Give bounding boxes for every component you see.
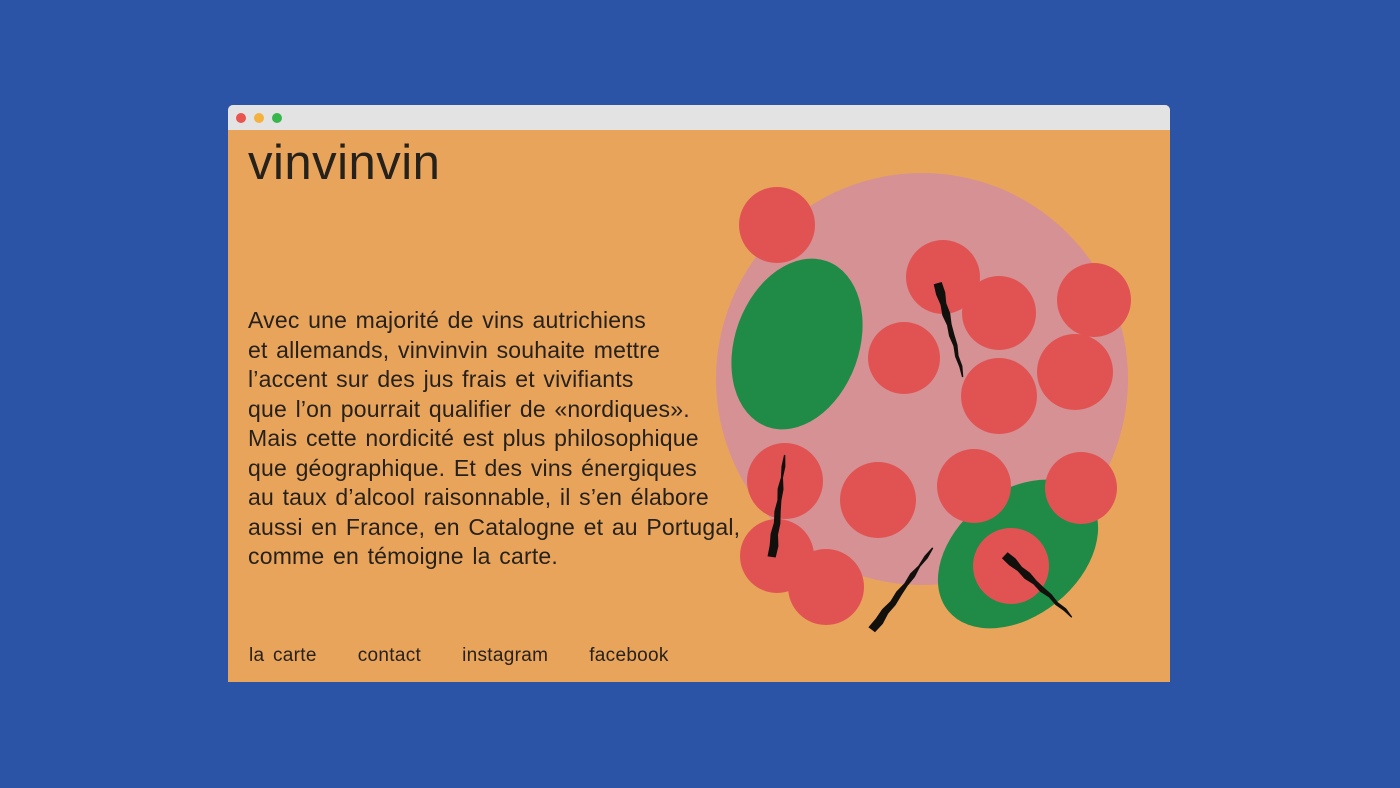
- red-berry: [961, 358, 1037, 434]
- close-button[interactable]: [236, 113, 246, 123]
- browser-window: [228, 105, 1170, 682]
- red-berry: [840, 462, 916, 538]
- red-berry: [739, 187, 815, 263]
- paragraph-line: et allemands, vinvinvin souhaite mettre: [248, 336, 661, 363]
- window-titlebar: [228, 105, 1170, 130]
- paragraph-line: que géographique. Et des vins énergiques: [248, 454, 697, 481]
- nav-link-contact[interactable]: contact: [357, 645, 422, 666]
- red-berry: [1057, 263, 1131, 337]
- nav-link-facebook[interactable]: facebook: [589, 645, 669, 666]
- nav-link-instagram[interactable]: instagram: [462, 645, 549, 666]
- red-berry: [962, 276, 1036, 350]
- red-berry: [937, 449, 1011, 523]
- zoom-button[interactable]: [272, 113, 282, 123]
- red-berry: [747, 443, 823, 519]
- paragraph-line: au taux d’alcool raisonnable, il s’en élabore: [248, 484, 709, 510]
- intro-paragraph: [248, 306, 740, 572]
- minimize-button[interactable]: [254, 113, 264, 123]
- footer-nav: [249, 644, 669, 667]
- paragraph-line: Avec une majorité de vins autrichiens: [248, 307, 646, 333]
- paragraph-line: Mais cette nordicité est plus philosophique: [248, 425, 699, 451]
- paragraph-line: l’accent sur des jus frais et vivifiants: [248, 366, 634, 392]
- red-berry: [1037, 334, 1113, 410]
- page-content: [228, 130, 1170, 682]
- site-logo[interactable]: vinvinvin: [248, 136, 441, 190]
- paragraph-line: aussi en France, en Catalogne et au Portugal,: [248, 513, 741, 540]
- red-berry: [868, 322, 940, 394]
- red-berry: [788, 549, 864, 625]
- red-berry: [1045, 452, 1117, 524]
- nav-link-la-carte[interactable]: la carte: [249, 645, 317, 666]
- paragraph-line: que l’on pourrait qualifier de «nordiques».: [248, 395, 690, 422]
- paragraph-line: comme en témoigne la carte.: [248, 543, 558, 569]
